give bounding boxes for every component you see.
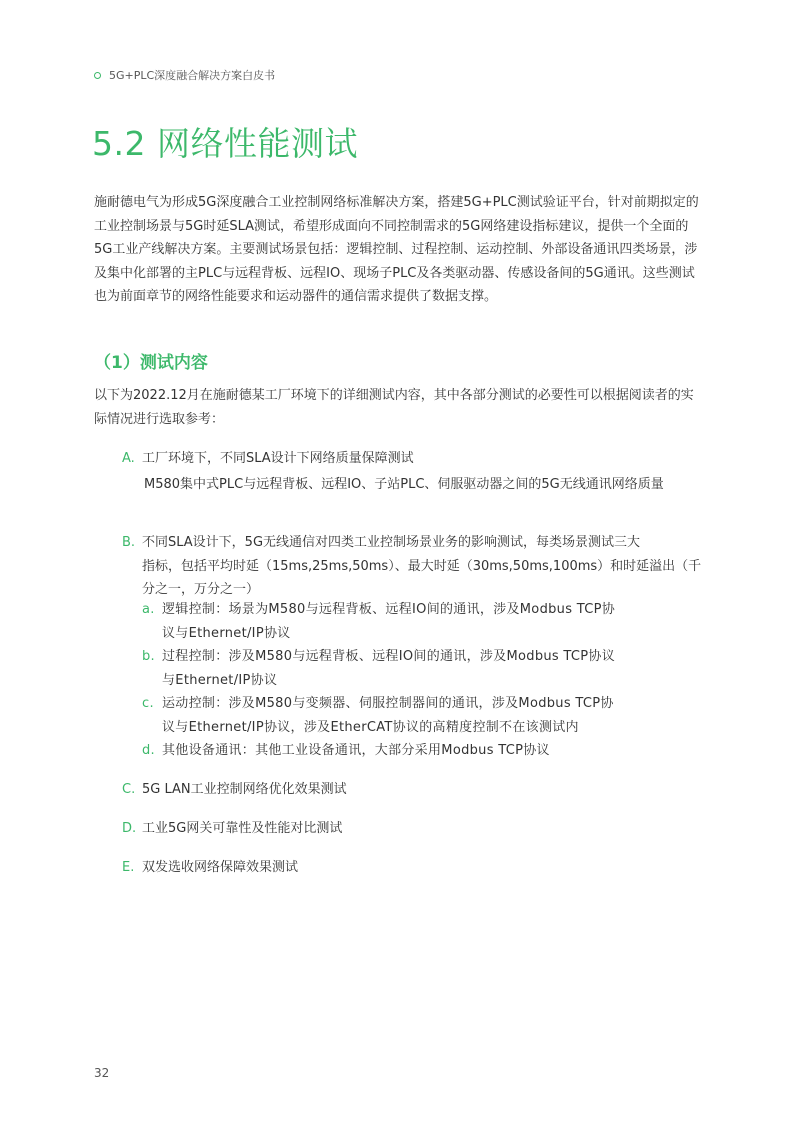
- list-marker: D.: [122, 821, 137, 836]
- sub-list-item-text-continued: 与Ethernet/IP协议: [162, 672, 278, 688]
- sub-list-marker: a.: [142, 602, 155, 617]
- list-item-text-continued: 指标，包括平均时延（15ms,25ms,50ms）、最大时延（30ms,50ms,100ms）和时延溢出（千分之一，万分之一）: [142, 558, 702, 597]
- list-item-text: 双发选收网络保障效果测试: [142, 860, 299, 875]
- subsection-heading: （1）测试内容: [94, 353, 208, 373]
- sub-list-item-text: 运动控制：涉及M580与变频器、伺服控制器间的通讯，涉及Modbus TCP协: [162, 696, 614, 711]
- sub-list-item-text-continued: 议与Ethernet/IP协议，涉及EtherCAT协议的高精度控制不在该测试内: [162, 719, 579, 735]
- list-marker: B.: [122, 535, 136, 550]
- section-title: 5.2 网络性能测试: [92, 124, 358, 163]
- sub-list-marker: c.: [142, 696, 154, 711]
- list-item-detail: M580集中式PLC与远程背板、远程IO、子站PLC、伺服驱动器之间的5G无线通讯网络质量: [144, 476, 664, 492]
- sub-list-item-c: [142, 692, 706, 739]
- sub-list-item-b: [142, 645, 706, 692]
- page-number: 32: [94, 1066, 110, 1080]
- running-header: [94, 67, 275, 83]
- list-item-a: [122, 447, 706, 496]
- list-item-text: 5G LAN工业控制网络优化效果测试: [142, 782, 347, 797]
- sub-list-item-text: 逻辑控制：场景为M580与远程背板、远程IO间的通讯，涉及Modbus TCP协: [162, 602, 616, 617]
- list-item-text: 不同SLA设计下，5G无线通信对四类工业控制场景业务的影响测试，每类场景测试三大: [142, 535, 641, 550]
- list-marker: C.: [122, 782, 136, 797]
- sub-list-item-a: [142, 598, 706, 645]
- sub-list-item-text: 其他设备通讯：其他工业设备通讯，大部分采用Modbus TCP协议: [162, 743, 550, 758]
- lead-paragraph: 以下为2022.12月在施耐德某工厂环境下的详细测试内容，其中各部分测试的必要性可以根据阅读者的实际情况进行选取参考：: [94, 388, 694, 427]
- list-item-b: [122, 531, 706, 602]
- sub-list-marker: d.: [142, 743, 155, 758]
- sub-list-item-d: [142, 739, 706, 763]
- list-item-c: [122, 778, 706, 802]
- list-item-text: 工业5G网关可靠性及性能对比测试: [142, 821, 343, 836]
- list-item-text: 工厂环境下，不同SLA设计下网络质量保障测试: [142, 451, 414, 466]
- list-item-d: [122, 817, 706, 841]
- list-marker: A.: [122, 451, 135, 466]
- circle-bullet-icon: [94, 72, 101, 79]
- document-title: 5G+PLC深度融合解决方案白皮书: [109, 69, 276, 82]
- sub-list-item-text: 过程控制：涉及M580与远程背板、远程IO间的通讯，涉及Modbus TCP协议: [162, 649, 616, 664]
- sub-list-item-text-continued: 议与Ethernet/IP协议: [162, 625, 291, 641]
- sub-list-marker: b.: [142, 649, 155, 664]
- list-item-e: [122, 856, 706, 880]
- intro-paragraph: 施耐德电气为形成5G深度融合工业控制网络标准解决方案，搭建5G+PLC测试验证平台，针对前期拟定的工业控制场景与5G时延SLA测试，希望形成面向不同控制需求的5G网络建设指标建议，提供一个全面的5G工业产线解决方案。主要测试场景包括：逻辑控制、过程控制、运动控制、外部设备通讯四类场景，涉及集中化部署的主PLC与远程背板、远程IO、现场子PLC及各类驱动器、传感设备间的5G通讯。这些测试也为前面章节的网络性能要求和运动器件的通信需求提供了数据支撑。: [94, 195, 699, 304]
- list-marker: E.: [122, 860, 135, 875]
